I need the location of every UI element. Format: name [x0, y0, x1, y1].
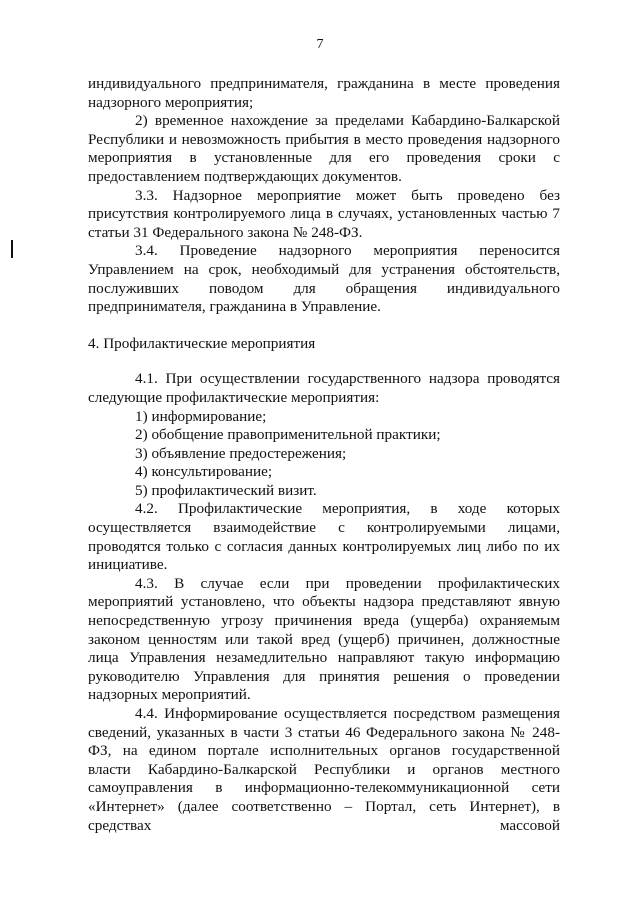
- paragraph: индивидуального предпринимателя, гражданина в месте проведения надзорного мероприятия;: [88, 75, 560, 111]
- paragraph: 4.2. Профилактические мероприятия, в ходе которых осуществляется взаимодействие с контролируемыми лицами, проводятся только с согласия данных контролируемых лиц либо по их инициативе.: [88, 500, 560, 574]
- section-heading: 4. Профилактические мероприятия: [88, 334, 316, 352]
- paragraph: 3) объявление предостережения;: [135, 444, 347, 462]
- paragraph: 1) информирование;: [135, 407, 267, 425]
- paragraph: 5) профилактический визит.: [135, 481, 317, 499]
- paragraph: 2) обобщение правоприменительной практики;: [135, 426, 441, 444]
- paragraph: 3.3. Надзорное мероприятие может быть проведено без присутствия контролируемого лица в случаях, установленных частью 7 статьи 31 Федерального закона № 248-ФЗ.: [88, 186, 560, 241]
- paragraph: 4) консультирование;: [135, 463, 273, 481]
- paragraph: 4.4. Информирование осуществляется посредством размещения сведений, указанных в части 3 статьи 46 Федерального закона № 248-ФЗ, на едином портале исполнительных органов государственной власти Кабардино-Балкарской Республики и органов местного самоуправления в информационно-телекоммуникационной сети «Интернет» (далее соответственно – Портал, сеть Интернет), в средствах массовой: [88, 705, 560, 834]
- paragraph: 3.4. Проведение надзорного мероприятия переносится Управлением на срок, необходимый для устранения обстоятельств, послуживших поводом для обращения индивидуального предпринимателя, гражданина в Управление.: [88, 242, 560, 316]
- document-body: [88, 75, 560, 835]
- paragraph: 4.1. При осуществлении государственного надзора проводятся следующие профилактические мероприятия:: [88, 370, 560, 406]
- paragraph: 4.3. В случае если при проведении профилактических мероприятий установлено, что объекты надзора представляют явную непосредственную угрозу причинения вреда (ущерба) охраняемым законом ценностям или такой вред (ущерб) причинен, должностные лица Управления незамедлительно направляют такую информацию руководителю Управления для принятия решения о проведении надзорных мероприятий.: [88, 574, 560, 704]
- margin-mark: [11, 240, 13, 258]
- paragraph: 2) временное нахождение за пределами Кабардино-Балкарской Республики и невозможность прибытия в место проведения надзорного мероприятия в установленные для его проведения сроки с предоставлением подтверждающих документов.: [88, 112, 560, 185]
- page-number: 7: [316, 37, 324, 52]
